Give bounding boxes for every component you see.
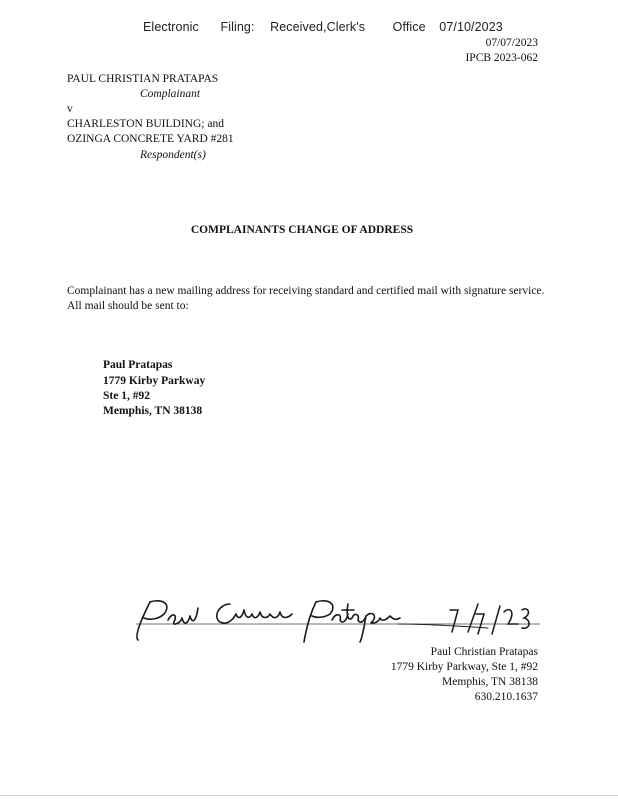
address-name: Paul Pratapas — [103, 359, 173, 371]
respondent-role: Respondent(s) — [140, 149, 206, 161]
stamp-date: 07/10/2023 — [439, 20, 503, 34]
page-bottom-rule — [0, 795, 618, 796]
signature-block-address-2: Memphis, TN 38138 — [442, 676, 538, 688]
case-number: IPCB 2023-062 — [465, 52, 538, 64]
complainant-name: PAUL CHRISTIAN PRATAPAS — [67, 73, 219, 85]
electronic-filing-stamp — [143, 20, 503, 34]
complainant-role: Complainant — [140, 88, 201, 100]
handwritten-signature — [128, 590, 548, 648]
stamp-electronic: Electronic — [143, 20, 199, 34]
respondent-line-1: CHARLESTON BUILDING; and — [67, 118, 224, 130]
versus-label: v — [67, 103, 73, 115]
signature-block-name: Paul Christian Pratapas — [430, 646, 538, 658]
signature-block-phone: 630.210.1637 — [474, 691, 538, 703]
address-street: 1779 Kirby Parkway — [103, 375, 206, 387]
address-suite: Ste 1, #92 — [103, 390, 150, 402]
stamp-filing: Filing: — [220, 20, 255, 34]
document-date: 07/07/2023 — [485, 37, 538, 49]
stamp-received: Received,Clerk's — [270, 20, 366, 34]
respondent-line-2: OZINGA CONCRETE YARD #281 — [67, 133, 234, 145]
document-title: COMPLAINANTS CHANGE OF ADDRESS — [190, 224, 414, 236]
address-city: Memphis, TN 38138 — [103, 405, 203, 417]
body-paragraph: Complainant has a new mailing address for receiving standard and certified mail with signature service. All mail should be sent to: — [67, 285, 545, 312]
signature-block-address-1: 1779 Kirby Parkway, Ste 1, #92 — [390, 661, 538, 673]
stamp-office: Office — [392, 20, 426, 34]
